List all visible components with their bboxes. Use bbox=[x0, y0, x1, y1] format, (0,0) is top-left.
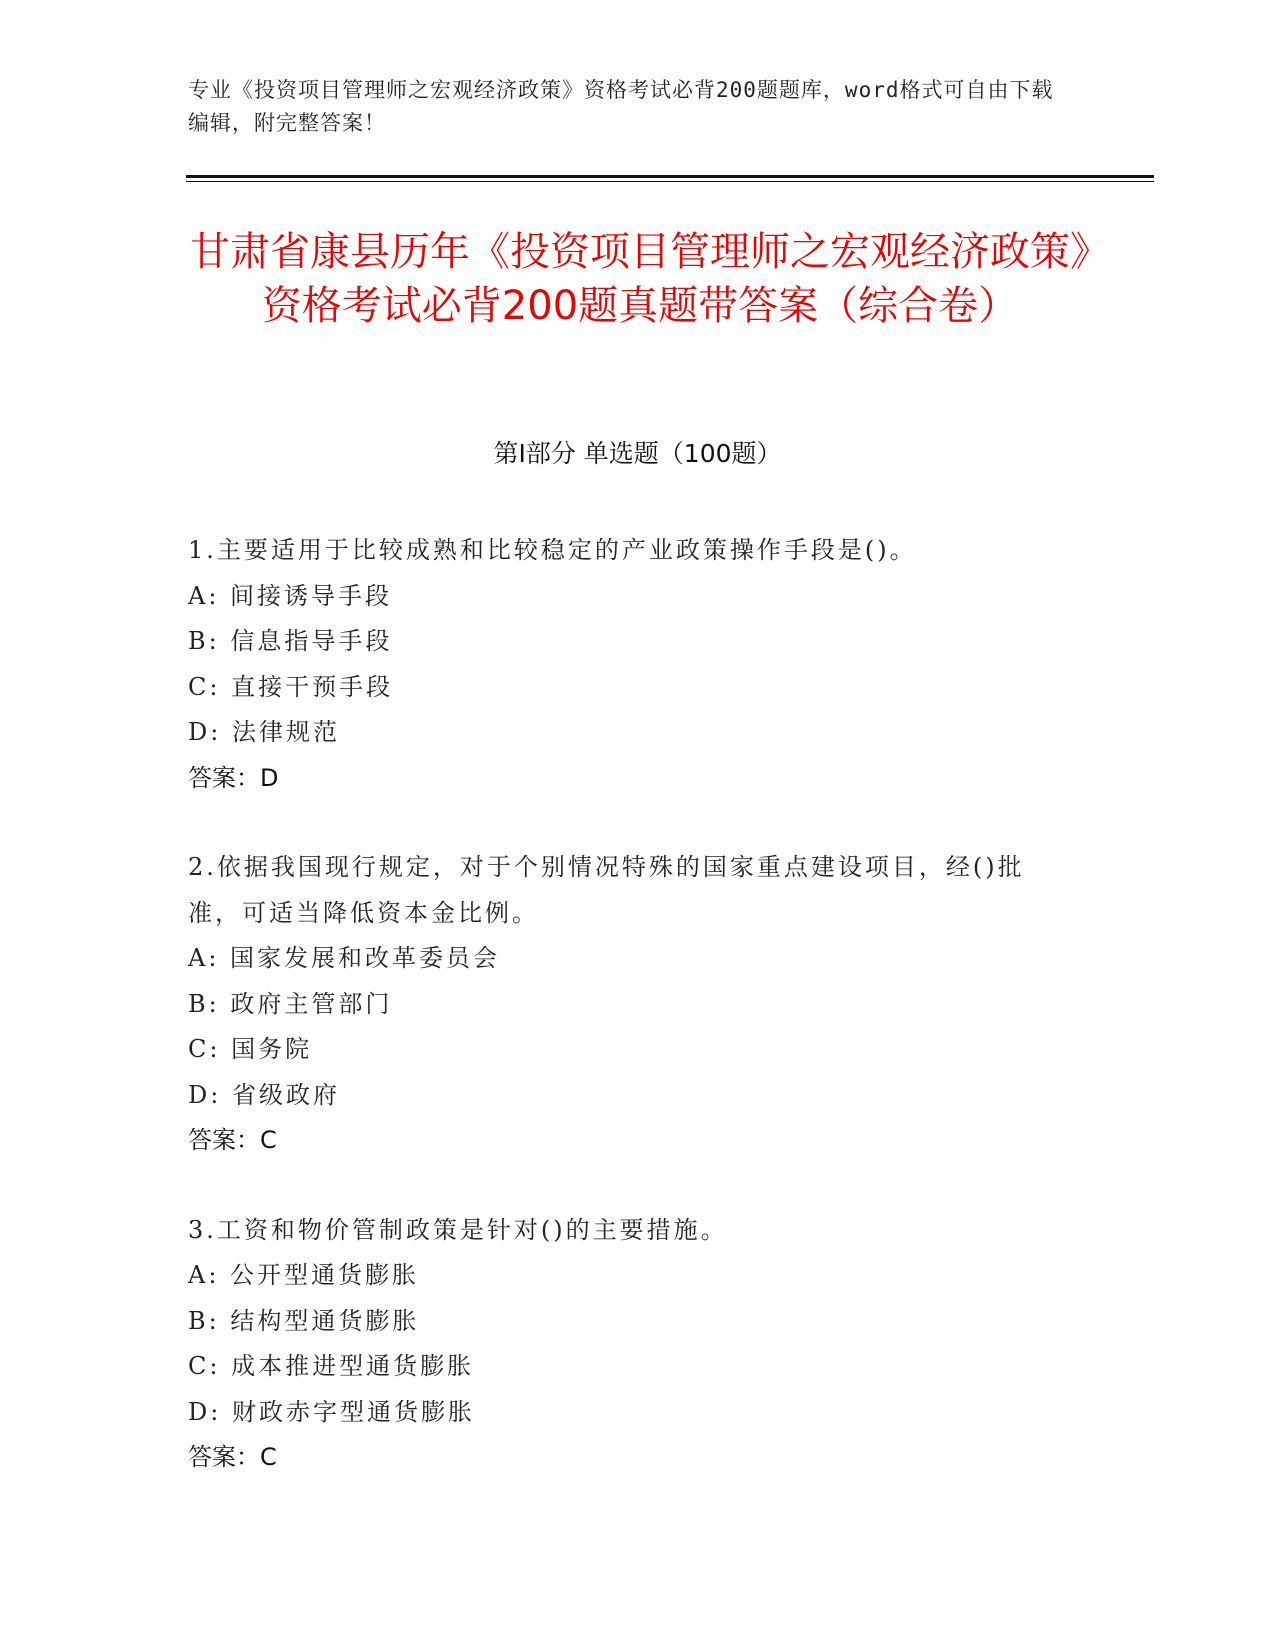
question-answer: 答案：D bbox=[188, 763, 279, 792]
option-a: A: 间接诱导手段 bbox=[188, 581, 393, 610]
question-stem: 2.依据我国现行规定，对于个别情况特殊的国家重点建设项目，经()批准，可适当降低资本金比例。 bbox=[188, 853, 1025, 927]
option-c: C: 国务院 bbox=[188, 1035, 313, 1063]
question-stem: 3.工资和物价管制政策是针对()的主要措施。 bbox=[188, 1215, 728, 1244]
question-3 bbox=[188, 1208, 1078, 1481]
document-title: 甘肃省康县历年《投资项目管理师之宏观经济政策》资格考试必背200题真题带答案（综合卷） bbox=[190, 229, 1090, 329]
question-2 bbox=[188, 845, 1078, 1164]
option-c: C: 直接干预手段 bbox=[188, 672, 394, 701]
option-a: A: 公开型通货膨胀 bbox=[188, 1261, 420, 1289]
option-d: D: 财政赤字型通货膨胀 bbox=[188, 1397, 475, 1426]
question-answer: 答案：C bbox=[188, 1443, 277, 1471]
question-1 bbox=[188, 528, 1078, 801]
option-b: B: 政府主管部门 bbox=[188, 989, 393, 1018]
question-list bbox=[188, 528, 1078, 1525]
option-c: C: 成本推进型通货膨胀 bbox=[188, 1352, 475, 1380]
option-d: D: 法律规范 bbox=[188, 718, 340, 746]
option-b: B: 结构型通货膨胀 bbox=[188, 1306, 420, 1335]
header-divider-thick bbox=[186, 175, 1154, 178]
question-stem: 1.主要适用于比较成熟和比较稳定的产业政策操作手段是()。 bbox=[188, 536, 917, 564]
header-divider-thin bbox=[186, 181, 1154, 182]
option-a: A: 国家发展和改革委员会 bbox=[188, 944, 501, 972]
option-b: B: 信息指导手段 bbox=[188, 627, 393, 655]
header-note: 专业《投资项目管理师之宏观经济政策》资格考试必背200题题库，word格式可自由下载编辑，附完整答案！ bbox=[188, 78, 1054, 135]
question-answer: 答案：C bbox=[188, 1126, 277, 1154]
section-title: 第I部分 单选题（100题） bbox=[493, 439, 782, 468]
option-d: D: 省级政府 bbox=[188, 1080, 340, 1109]
